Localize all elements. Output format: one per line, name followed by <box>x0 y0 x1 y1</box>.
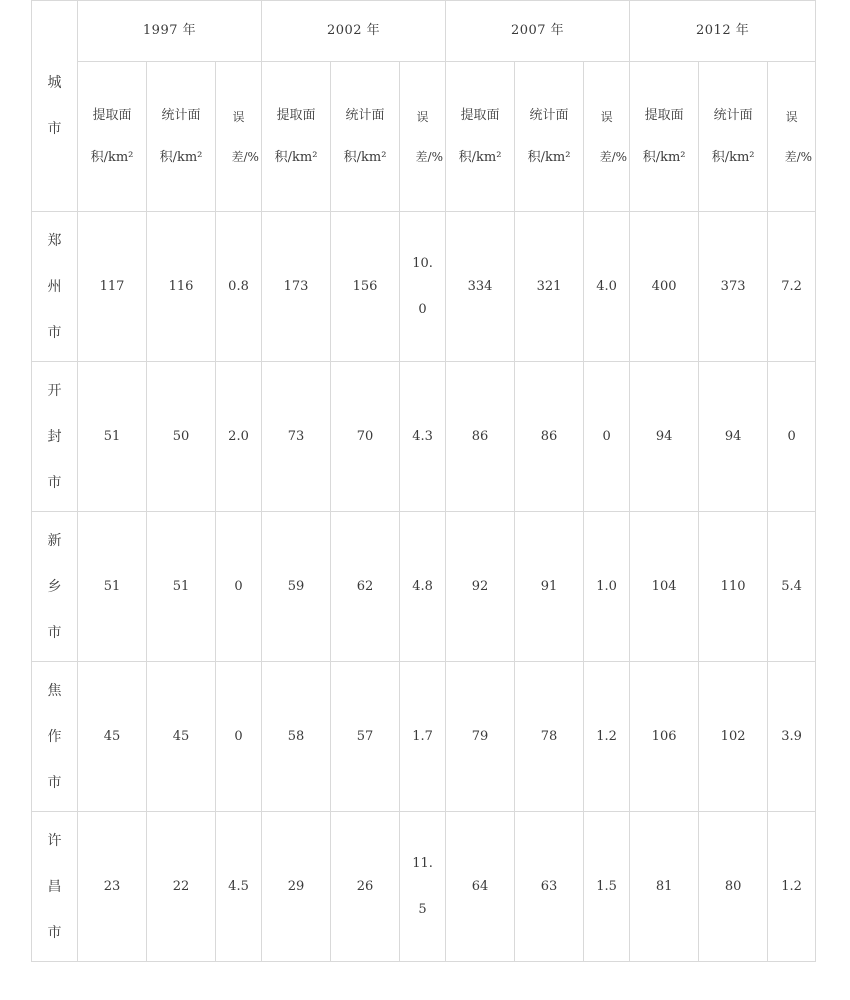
city-cell <box>32 212 78 362</box>
value-cell: 80 <box>699 812 768 962</box>
value-cell: 173 <box>262 212 331 362</box>
error-header-text: 误差/% <box>784 109 813 164</box>
city-name: 许昌市 <box>47 832 62 941</box>
value-cell: 51 <box>78 512 147 662</box>
value-cell: 78 <box>515 662 584 812</box>
extracted-area-header <box>630 62 699 212</box>
year-header-2002: 2002 年 <box>262 1 446 62</box>
error-cell: 2.0 <box>216 362 262 512</box>
value-cell: 45 <box>78 662 147 812</box>
value-cell: 58 <box>262 662 331 812</box>
header-line: 统计面 <box>713 107 753 123</box>
value-cell: 51 <box>147 512 216 662</box>
header-line: 提取面 <box>276 107 316 123</box>
value-cell: 106 <box>630 662 699 812</box>
header-line: 积/km² <box>159 149 203 165</box>
value-cell: 70 <box>331 362 400 512</box>
city-cell <box>32 812 78 962</box>
value-cell: 321 <box>515 212 584 362</box>
error-cell: 0.8 <box>216 212 262 362</box>
table-row <box>32 812 816 962</box>
value-cell: 73 <box>262 362 331 512</box>
value-cell: 45 <box>147 662 216 812</box>
error-header <box>400 62 446 212</box>
header-line: 积/km² <box>458 149 502 165</box>
city-header-cell <box>32 1 78 212</box>
header-line: 提取面 <box>644 107 684 123</box>
table-row <box>32 362 816 512</box>
header-line: 统计面 <box>529 107 569 123</box>
value-cell: 86 <box>515 362 584 512</box>
wrapped-value: 11.5 <box>412 855 433 917</box>
error-cell: 0 <box>584 362 630 512</box>
error-header-text: 误差/% <box>415 109 443 164</box>
value-cell: 64 <box>446 812 515 962</box>
error-cell <box>400 212 446 362</box>
header-line: 统计面 <box>345 107 385 123</box>
value-cell: 116 <box>147 212 216 362</box>
value-cell: 79 <box>446 662 515 812</box>
value-cell: 86 <box>446 362 515 512</box>
value-cell: 57 <box>331 662 400 812</box>
header-line: 积/km² <box>274 149 318 165</box>
extracted-area-header <box>78 62 147 212</box>
statistical-area-header <box>699 62 768 212</box>
year-header-row <box>32 1 816 62</box>
header-line: 积/km² <box>711 149 755 165</box>
error-cell: 0 <box>768 362 816 512</box>
value-cell: 62 <box>331 512 400 662</box>
header-line: 积/km² <box>642 149 686 165</box>
value-cell: 102 <box>699 662 768 812</box>
header-line: 统计面 <box>161 107 201 123</box>
value-cell: 117 <box>78 212 147 362</box>
error-header <box>584 62 630 212</box>
error-cell <box>400 812 446 962</box>
value-cell: 334 <box>446 212 515 362</box>
error-cell: 4.5 <box>216 812 262 962</box>
city-cell <box>32 362 78 512</box>
city-cell <box>32 512 78 662</box>
value-cell: 104 <box>630 512 699 662</box>
value-cell: 91 <box>515 512 584 662</box>
error-cell: 4.8 <box>400 512 446 662</box>
statistical-area-header <box>147 62 216 212</box>
value-cell: 29 <box>262 812 331 962</box>
value-cell: 22 <box>147 812 216 962</box>
extracted-area-header <box>262 62 331 212</box>
value-cell: 23 <box>78 812 147 962</box>
error-cell: 1.2 <box>768 812 816 962</box>
extracted-area-header <box>446 62 515 212</box>
error-cell: 1.0 <box>584 512 630 662</box>
data-table <box>31 0 816 962</box>
error-cell: 5.4 <box>768 512 816 662</box>
table-row <box>32 512 816 662</box>
value-cell: 81 <box>630 812 699 962</box>
error-cell: 1.5 <box>584 812 630 962</box>
statistical-area-header <box>515 62 584 212</box>
year-header-2012: 2012 年 <box>630 1 816 62</box>
wrapped-value: 10.0 <box>412 255 433 317</box>
value-cell: 50 <box>147 362 216 512</box>
table-row <box>32 662 816 812</box>
value-cell: 63 <box>515 812 584 962</box>
error-cell: 1.7 <box>400 662 446 812</box>
header-line: 提取面 <box>460 107 500 123</box>
year-header-2007: 2007 年 <box>446 1 630 62</box>
header-line: 积/km² <box>90 149 134 165</box>
error-cell: 4.3 <box>400 362 446 512</box>
error-header <box>768 62 816 212</box>
city-name: 郑州市 <box>47 232 62 341</box>
value-cell: 94 <box>630 362 699 512</box>
header-line: 积/km² <box>527 149 571 165</box>
error-cell: 7.2 <box>768 212 816 362</box>
value-cell: 26 <box>331 812 400 962</box>
value-cell: 110 <box>699 512 768 662</box>
year-header-1997: 1997 年 <box>78 1 262 62</box>
error-header-text: 误差/% <box>599 109 628 164</box>
sub-header-row <box>32 62 816 212</box>
table-row <box>32 212 816 362</box>
header-line: 积/km² <box>343 149 387 165</box>
value-cell: 59 <box>262 512 331 662</box>
error-header-text: 误差/% <box>231 109 259 164</box>
value-cell: 400 <box>630 212 699 362</box>
error-cell: 4.0 <box>584 212 630 362</box>
value-cell: 373 <box>699 212 768 362</box>
city-cell <box>32 662 78 812</box>
value-cell: 94 <box>699 362 768 512</box>
error-cell: 0 <box>216 512 262 662</box>
error-cell: 0 <box>216 662 262 812</box>
value-cell: 92 <box>446 512 515 662</box>
city-name: 开封市 <box>47 382 62 491</box>
error-cell: 3.9 <box>768 662 816 812</box>
value-cell: 51 <box>78 362 147 512</box>
statistical-area-header <box>331 62 400 212</box>
city-name: 新乡市 <box>47 532 62 641</box>
city-header: 城市 <box>47 75 62 137</box>
value-cell: 156 <box>331 212 400 362</box>
error-cell: 1.2 <box>584 662 630 812</box>
header-line: 提取面 <box>92 107 132 123</box>
city-name: 焦作市 <box>47 682 62 791</box>
error-header <box>216 62 262 212</box>
